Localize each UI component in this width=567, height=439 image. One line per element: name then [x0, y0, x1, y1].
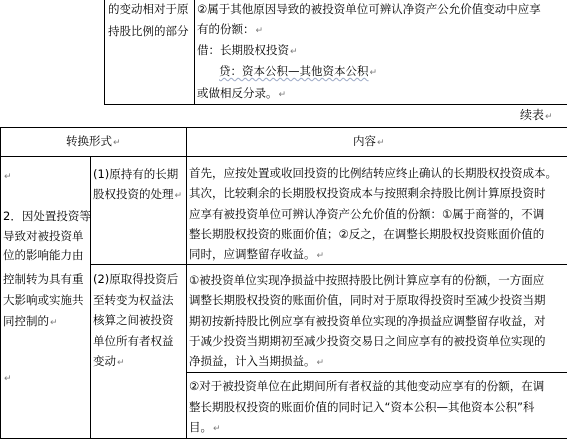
empty-para-mark: [3, 368, 12, 388]
top-table-left-border: [104, 0, 105, 104]
row3-content-line-2: 整长期股权投资的账面价值的同时记入“资本公积—其他资本公积”科: [189, 400, 535, 414]
row1-content-line-3: 应享有被投资单位可辨认净资产公允价值的份额：①属于商誉的，不调: [189, 207, 545, 221]
row2-bottom-border: [186, 372, 567, 373]
row2-content-line-4: 于减少投资当期期初至减少投资交易日之间应享有的被投资单位实现的: [189, 334, 546, 348]
paragraph-mark-icon: ↵: [4, 374, 12, 384]
table-top-border: [0, 127, 567, 128]
top-right-line-3: 借：长期股权投资↵: [197, 43, 298, 57]
top-right-line-5: 或做相反分录。↵: [197, 86, 287, 100]
row1-content-line-1: 首先，应按处置或收回投资的比例结转应终止确认的长期股权投资成本。: [189, 166, 557, 180]
paragraph-mark-icon: ↵: [113, 138, 121, 148]
header-content: 内容↵: [353, 134, 385, 148]
row2-type-line-3: 核算之间被投资: [93, 313, 174, 327]
paragraph-mark-icon: ↵: [213, 424, 221, 434]
row1-content-line-2: 其次，比较剩余的长期股权投资成本与按照剩余持股比例计算原投资时: [189, 186, 546, 200]
row2-content-line-3: 期初按新持股比例应享有被投资单位实现的净损益应调整留存收益，对: [189, 314, 546, 328]
row2-type-line-2: 至转变为权益法: [93, 293, 174, 307]
top-table-divider: [194, 0, 195, 104]
continued-label: 续表↵: [520, 108, 553, 122]
row2-type-line-4: 单位所有者权益: [93, 334, 174, 348]
paragraph-mark-icon: ↵: [117, 358, 125, 368]
paragraph-mark-icon: ↵: [290, 47, 298, 57]
row2-content-line-1: ①被投资单位实现净损益中按照持股比例计算应享有的份额，一方面应: [189, 273, 545, 287]
top-right-line-4: 贷：资本公积—其他资本公积↵: [219, 64, 378, 78]
table-left-border: [0, 127, 1, 439]
group-label-line-5: 大影响或实施共: [3, 293, 84, 307]
row1-bottom-border: [90, 264, 567, 265]
empty-para-mark: [3, 166, 12, 186]
paragraph-mark-icon: ↵: [278, 90, 287, 100]
header-column-divider: [186, 127, 187, 438]
header-conversion-form: 转换形式↵: [66, 134, 121, 148]
paragraph-mark-icon: ↵: [545, 112, 553, 122]
paragraph-mark-icon: ↵: [369, 68, 378, 78]
paragraph-mark-icon: ↵: [174, 191, 183, 201]
row1-content-line-4: 整长期股权投资的账面价值；②反之，在调整长期股权投资账面价值的: [189, 227, 545, 241]
top-table-bottom-border: [104, 104, 567, 105]
row3-content-line-3: 目。↵: [189, 420, 221, 434]
group-label-line-6: 同控制的↵: [3, 314, 58, 328]
row1-content-line-5: 同时，应调整留存收益。↵: [189, 247, 325, 261]
top-left-line-1: 的变动相对于原: [108, 2, 189, 16]
group-label-line-4: 控制转为具有重: [3, 272, 84, 286]
paragraph-mark-icon: ↵: [316, 358, 325, 368]
paragraph-mark-icon: ↵: [377, 138, 385, 148]
table-header-bottom-border: [0, 156, 567, 157]
row2-content-line-5: 净损益，计入当期损益。↵: [189, 354, 325, 368]
group-label-line-1: 2．因处置投资等: [3, 209, 91, 223]
row1-type-line-1: (1)原持有的长期: [93, 167, 179, 181]
row1-type-line-2: 股权投资的处理↵: [93, 187, 183, 201]
top-right-line-1: ②属于其他原因导致的被投资单位可辨认净资产公允价值变动中应享: [197, 2, 541, 16]
group-label-line-3: 位的影响能力由: [3, 248, 84, 262]
row2-type-line-5: 变动↵: [93, 354, 125, 368]
row2-content-line-2: 调整长期股权投资的账面价值，同时对于原取得投资时至减少投资当期: [189, 293, 546, 307]
row3-content-line-1: ②对于被投资单位在此期间所有者权益的其他变动应享有的份额，在调: [189, 379, 545, 393]
paragraph-mark-icon: ↵: [4, 172, 12, 182]
paragraph-mark-icon: ↵: [255, 26, 264, 36]
paragraph-mark-icon: ↵: [50, 318, 58, 328]
group-label-line-2: 导致对被投资单: [3, 229, 84, 243]
group-column-divider: [90, 156, 91, 438]
top-right-line-2: 有的份额：↵: [197, 22, 264, 36]
top-left-line-2: 持股比例的部分: [108, 24, 189, 38]
row2-type-line-1: (2)原取得投资后: [93, 272, 179, 286]
paragraph-mark-icon: ↵: [316, 251, 325, 261]
